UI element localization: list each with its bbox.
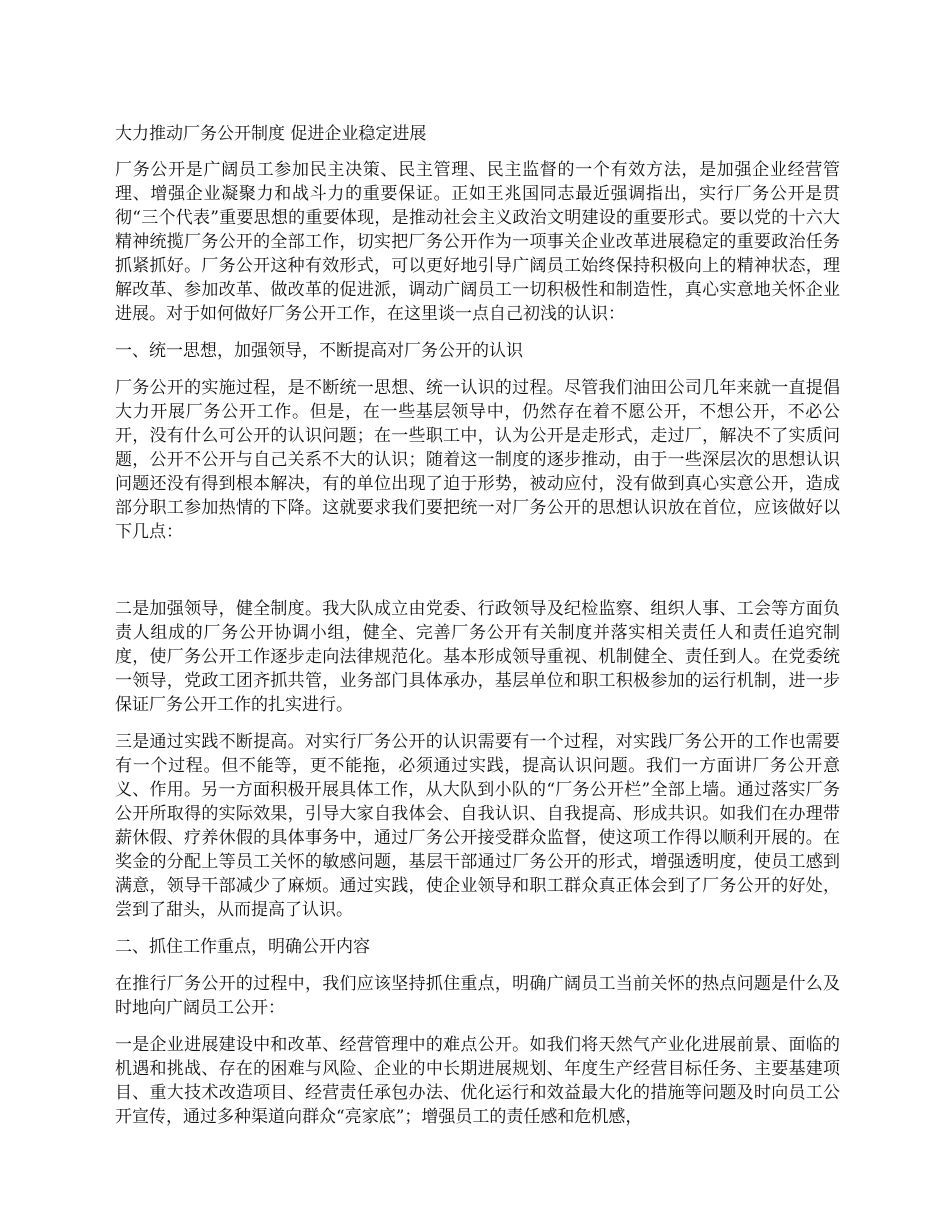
blank-gap: [115, 557, 840, 597]
paragraph-point-3: 三是通过实践不断提高。对实行厂务公开的认识需要有一个过程，对实践厂务公开的工作也需要有一个过程。但不能等，更不能拖，必须通过实践，提高认识问题。我们一方面讲厂务公开意义、作用。另一方面积极开展具体工作，从大队到小队的“厂务公开栏”全部上墙。通过落实厂务公开所取得的实际效果，引导大家自我体会、自我认识、自我提高、形成共识。如我们在办理带薪休假、疗养休假的具体事务中，通过厂务公开接受群众监督，使这项工作得以顺利开展的。在奖金的分配上等员工关怀的敏感问题，基层干部通过厂务公开的形式，增强透明度，使员工感到满意，领导干部减少了麻烦。通过实践，使企业领导和职工群众真正体会到了厂务公开的好处，尝到了甜头，从而提高了认识。: [115, 732, 840, 920]
section-heading-1: 一、统一思想，加强领导，不断提高对厂务公开的认识: [115, 341, 523, 361]
paragraph-point-1: 一是企业进展建设中和改革、经营管理中的难点公开。如我们将天然气产业化进展前景、面临的机遇和挑战、存在的困难与风险、企业的中长期进展规划、年度生产经营目标任务、主要基建项目、重大技术改造项目、经营责任承包办法、优化运行和效益最大化的措施等问题及时向员工公开宣传，通过多种渠道向群众“亮家底”；增强员工的责任感和危机感，: [115, 1035, 840, 1127]
paragraph-section-2: 在推行厂务公开的过程中，我们应该坚持抓住重点，明确广阔员工当前关怀的热点问题是什么及时地向广阔员工公开：: [115, 974, 840, 1018]
paragraph-intro: 厂务公开是广阔员工参加民主决策、民主管理、民主监督的一个有效方法，是加强企业经营管理、增强企业凝聚力和战斗力的重要保证。正如王兆国同志最近强调指出，实行厂务公开是贯彻“三个代表”重要思想的重要体现，是推动社会主义政治文明建设的重要形式。要以党的十六大精神统揽厂务公开的全部工作，切实把厂务公开作为一项事关企业改革进展稳定的重要政治任务抓紧抓好。厂务公开这种有效形式，可以更好地引导广阔员工始终保持积极向上的精神状态，理解改革、参加改革、做改革的促进派，调动广阔员工一切积极性和制造性，真心实意地关怀企业进展。对于如何做好厂务公开工作，在这里谈一点自己初浅的认识：: [115, 160, 840, 324]
paragraph-section-1: 厂务公开的实施过程，是不断统一思想、统一认识的过程。尽管我们油田公司几年来就一直提倡大力开展厂务公开工作。但是，在一些基层领导中，仍然存在着不愿公开，不想公开，不必公开，没有什么可公开的认识问题；在一些职工中，认为公开是走形式，走过厂，解决不了实质问题，公开不公开与自己关系不大的认识；随着这一制度的逐步推动，由于一些深层次的思想认识问题还没有得到根本解决，有的单位出现了迫于形势，被动应付，没有做到真心实意公开，造成部分职工参加热情的下降。这就要求我们要把统一对厂务公开的思想认识放在首位，应该做好以下几点：: [115, 378, 840, 542]
paragraph-point-2: 二是加强领导，健全制度。我大队成立由党委、行政领导及纪检监察、组织人事、工会等方面负责人组成的厂务公开协调小组，健全、完善厂务公开有关制度并落实相关责任人和责任追究制度，使厂务公开工作逐步走向法律规范化。基本形成领导重视、机制健全、责任到人。在党委统一领导，党政工团齐抓共管，业务部门具体承办，基层单位和职工积极参加的运行机制，进一步保证厂务公开工作的扎实进行。: [115, 599, 840, 715]
document-title: 大力推动厂务公开制度 促进企业稳定进展: [115, 124, 427, 144]
section-heading-2: 二、抓住工作重点，明确公开内容: [115, 937, 370, 957]
document-page: [115, 122, 840, 1142]
